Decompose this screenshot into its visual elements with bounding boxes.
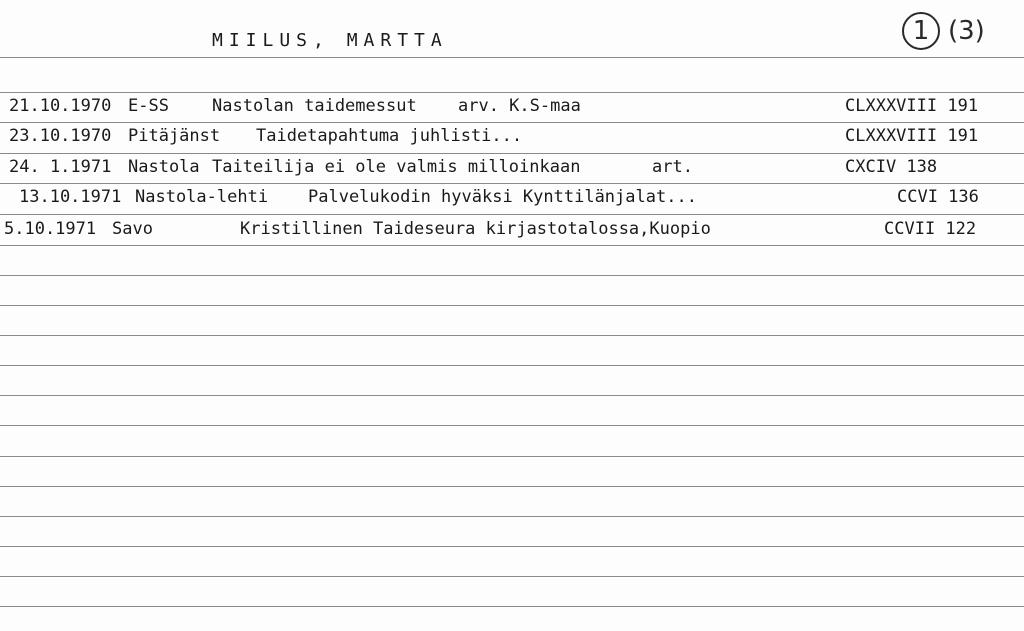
- ruled-line: [0, 275, 1024, 276]
- ruled-line: [0, 516, 1024, 517]
- entry-date: 5.10.1971: [4, 219, 97, 239]
- card-number: 1: [902, 12, 940, 50]
- ruled-line: [0, 425, 1024, 426]
- card-total: (3): [948, 16, 985, 46]
- ruled-line: [0, 576, 1024, 577]
- entry-row: [0, 151, 1024, 181]
- entry-title: Nastolan taidemessut: [212, 96, 417, 116]
- entry-date: 24. 1.1971: [9, 157, 112, 177]
- ruled-line: [0, 486, 1024, 487]
- ruled-line: [0, 456, 1024, 457]
- entry-note: art.: [652, 157, 693, 177]
- entry-date: 21.10.1970: [9, 96, 112, 116]
- entry-row: [0, 90, 1024, 120]
- entry-source: Nastola: [128, 157, 200, 177]
- card-header-name: MIILUS, MARTTA: [212, 30, 448, 51]
- entry-title: Taiteilija ei ole valmis milloinkaan: [212, 157, 581, 177]
- entry-source: Savo: [112, 219, 153, 239]
- entry-source: Pitäjänst: [128, 126, 221, 146]
- entry-ref: CXCIV 138: [845, 157, 938, 177]
- entry-row: [0, 120, 1024, 150]
- entry-source: Nastola-lehti: [135, 187, 269, 207]
- entry-date: 23.10.1970: [9, 126, 112, 146]
- entry-row: [0, 181, 1024, 211]
- entry-ref: CLXXXVIII 191: [845, 126, 979, 146]
- entry-source: E-SS: [128, 96, 169, 116]
- ruled-line: [0, 395, 1024, 396]
- ruled-line: [0, 606, 1024, 607]
- entry-note: arv. K.S-maa: [458, 96, 581, 116]
- ruled-line: [0, 335, 1024, 336]
- ruled-line: [0, 546, 1024, 547]
- entry-row: [0, 213, 1024, 243]
- ruled-line: [0, 245, 1024, 246]
- ruled-line: [0, 305, 1024, 306]
- entry-date: 13.10.1971: [19, 187, 122, 207]
- ruled-line: [0, 365, 1024, 366]
- entry-ref: CCVII 122: [884, 219, 977, 239]
- entry-title: Kristillinen Taideseura kirjastotalossa,Kuopio: [240, 219, 711, 239]
- header-rule: [0, 57, 1024, 58]
- entry-ref: CCVI 136: [897, 187, 979, 207]
- entry-title: Palvelukodin hyväksi Kynttilänjalat...: [308, 187, 697, 207]
- entry-title: Taidetapahtuma juhlisti...: [256, 126, 523, 146]
- entry-ref: CLXXXVIII 191: [845, 96, 979, 116]
